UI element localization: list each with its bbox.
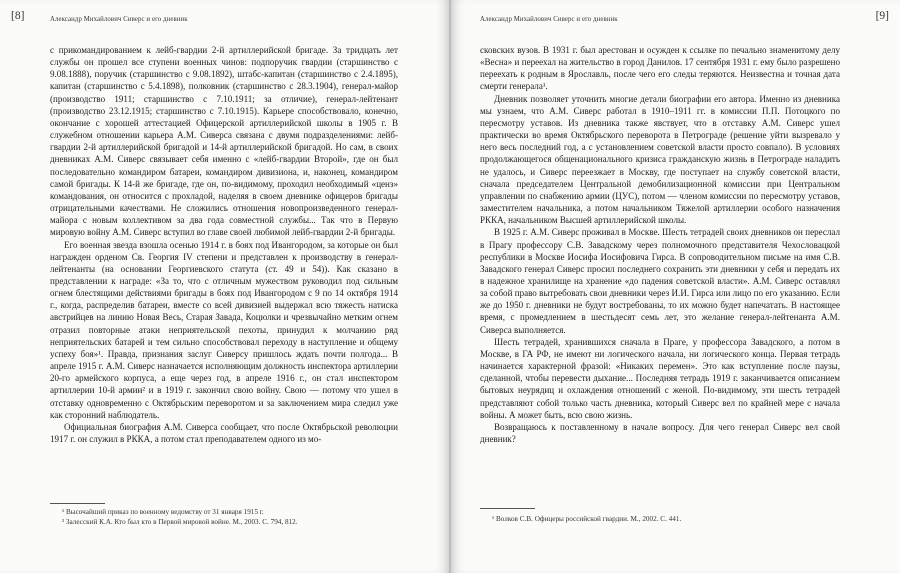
page-number: [9] [875,10,889,22]
footnote-rule [50,503,105,504]
page-number: [8] [11,10,25,22]
paragraph: с прикомандированием к лейб-гвардии 2-й артиллерийской бригаде. За тридцать лет службы он прошел все ступени военных чинов: подпоручик гвардии (старшинство с 9.08.1888), поручик (старшинство с 9.08.1892), штабс-капитан (старшинство с 2.4.1895), капитан (старшинство с 5.4.1898), полковник (старшинство с 28.3.1904), генерал-майор (производство 1911; старшинство с 7.10.1911; за отличие), генерал-лейтенант (производство 23.12.1915; старшинство с 7.10.1915). Карьере способствовало, конечно, окончание с хорошей аттестацией Офицерской артиллерийской школы в 1905 г. В служебном отношении карьера А.М. Сиверса связана с двумя подразделениями: лейб-гвардии 2-й артиллерийской бригадой и 14-й артиллерийской бригадой. Но сам, в своих дневниках А.М. Сиверс связывает себя именно с «лейб-гвардии Второй», где он был последовательно командиром батареи, командиром дивизиона, и, наконец, командиром самой бригады. К 14-й же бригаде, где он, по-видимому, проходил необходимый «ценз» командования, он относится с прохладой, наделяя в своем дневнике офицеров бригады отрицательными качествами. Не сложились отношения новопроизведенного генерал-майора с новым коллективом за два года совместной службы... Так что в Первую мировую войну А.М. Сиверс вступил во главе своей любимой лейб-гвардии 2-й бригады. [50,45,398,238]
running-head: Александр Михайлович Сиверс и его дневник [480,16,618,23]
paragraph: В 1925 г. А.М. Сиверс проживал в Москве. Шесть тетрадей своих дневников он переслал в Прагу профессору С.В. Завадскому через полномочного представителя Чехословацкой республики в Москве Иосифа Иосифовича Гирса. В сопроводительном письме на имя С.В. Завадского генерал Сиверс просил последнего сохранить эти дневники у себя и передать их в надежное хранилище на хранение «до падения советской власти». А.М. Сиверс оставлял за собой право вытребовать свои дневники через И.И. Гирса или лицо по его указанию. Если же до 1950 г. дневники не будут востребованы, то их можно будет напечатать. В настоящее время, с промедлением в шестьдесят семь лет, это желание генерал-лейтенанта А.М. Сиверса выполняется. [480,227,840,335]
paragraph: Шесть тетрадей, хранившихся сначала в Праге, у профессора Завадского, а потом в Москве, в ГА РФ, не имеют ни логического начала, ни логического конца. Первая тетрадь начинается характерной фразой: «Никаких перемен». Это как вступление после паузы, сделанной, чтобы перевести дыхание... Последняя тетрадь 1919 г. заканчивается описанием бытовых неурядиц и охлаждения отношений с женой. По-видимому, эти шесть тетрадей представляют собой только часть дневника, который Сиверс вел по крайней мере с начала войны. А может быть, всю свою жизнь. [480,336,840,420]
paragraph: Его военная звезда взошла осенью 1914 г. в боях под Ивангородом, за которые он был награжден орденом Св. Георгия IV степени и представлен к производству в генерал-лейтенанты (на основании Георгиевского статута (ст. 49 и 54)). Как сказано в представлении к награде: «За то, что с отличным мужеством руководил под сильным огнем блестящими действиями бригады в боях под Ивангородом с 9 по 14 октября 1914 г., когда, распределив батареи, вместе со всей дивизией выдержал всю тяжесть натиска австрийцев на линию Новая Весь, Старая Завада, Коцюлки и чрезвычайно метким огнем отразил повторные атаки неприятельской пехоты, принудил к молчанию ряд неприятельских батарей и тем сильно способствовал переходу в наступление и общему успеху боя»¹. Правда, признания заслуг Сиверсу пришлось ждать почти полгода... В апреле 1915 г. А.М. Сиверс назначается исполняющим должность инспектора артиллерии 20-го армейского корпуса, а еще через год, в апреле 1916 г., он стал инспектором артиллерии 10-й армии² и в 1919 г. закончил свою войну. Свою — потому что ушел в отставку одновременно с Октябрьским переворотом и за заключением мира следил уже как сторонний наблюдатель. [50,239,398,420]
right-page [450,0,900,573]
footnote: ¹ Волков С.В. Офицеры российской гвардии. М., 2002. С. 441. [492,515,682,523]
running-head: Александр Михайлович Сиверс и его дневник [50,16,188,23]
footnote: ¹ Высочайший приказ по военному ведомству от 31 января 1915 г. [62,508,264,516]
footnotes [50,507,398,527]
footnote: ² Залесский К.А. Кто был кто в Первой мировой войне. М., 2003. С. 794, 812. [62,518,298,526]
book-gutter [449,0,451,573]
paragraph: Дневник позволяет уточнить многие детали биографии его автора. Именно из дневника мы узнаем, что А.М. Сиверс работал в 1910–1911 гг. в комиссии П.П. Потоцкого по пересмотру уставов. Из дневника также явствует, что в отставку А.М. Сиверс ушел практически во время Октябрьского переворота в Петрограде (решение уйти вызревало у него весь последний год, а с установлением советской власти просто совпало). В условиях продолжающегося общенационального кризиса гражданскую жизнь в Петрограде наладить не удалось, и Сиверс переезжает в Москву, где поступает на службу советской власти, сначала председателем Центральной демобилизационной комиссии при Центральном управлении по снабжению армии (ЦУС), потом — членом комиссии по пересмотру уставов, заместителем начальника, а потом начальником Тяжелой артиллерии особого назначения РККА, начальником Высшей артиллерийской школы. [480,93,840,226]
page-body [50,44,398,445]
footnote-rule [480,508,535,509]
paragraph: Возвращаюсь к поставленному в начале вопросу. Для чего генерал Сиверс вел свой дневник? [480,421,840,444]
page-body [480,44,840,445]
paragraph: сковских вузов. В 1931 г. был арестован и осужден к ссылке по печально знаменитому делу «Весна» и переехал на жительство в город Данилов. 17 сентября 1931 г. ему было разрешено переехать к родным в Ярославль, после чего его следы теряются. Неизвестна и точная дата смерти генерала¹. [480,45,840,92]
paragraph: Официальная биография А.М. Сиверса сообщает, что после Октябрьской революции 1917 г. он служил в РККА, а потом стал преподавателем одного из мо- [50,421,398,444]
footnotes [480,514,840,524]
